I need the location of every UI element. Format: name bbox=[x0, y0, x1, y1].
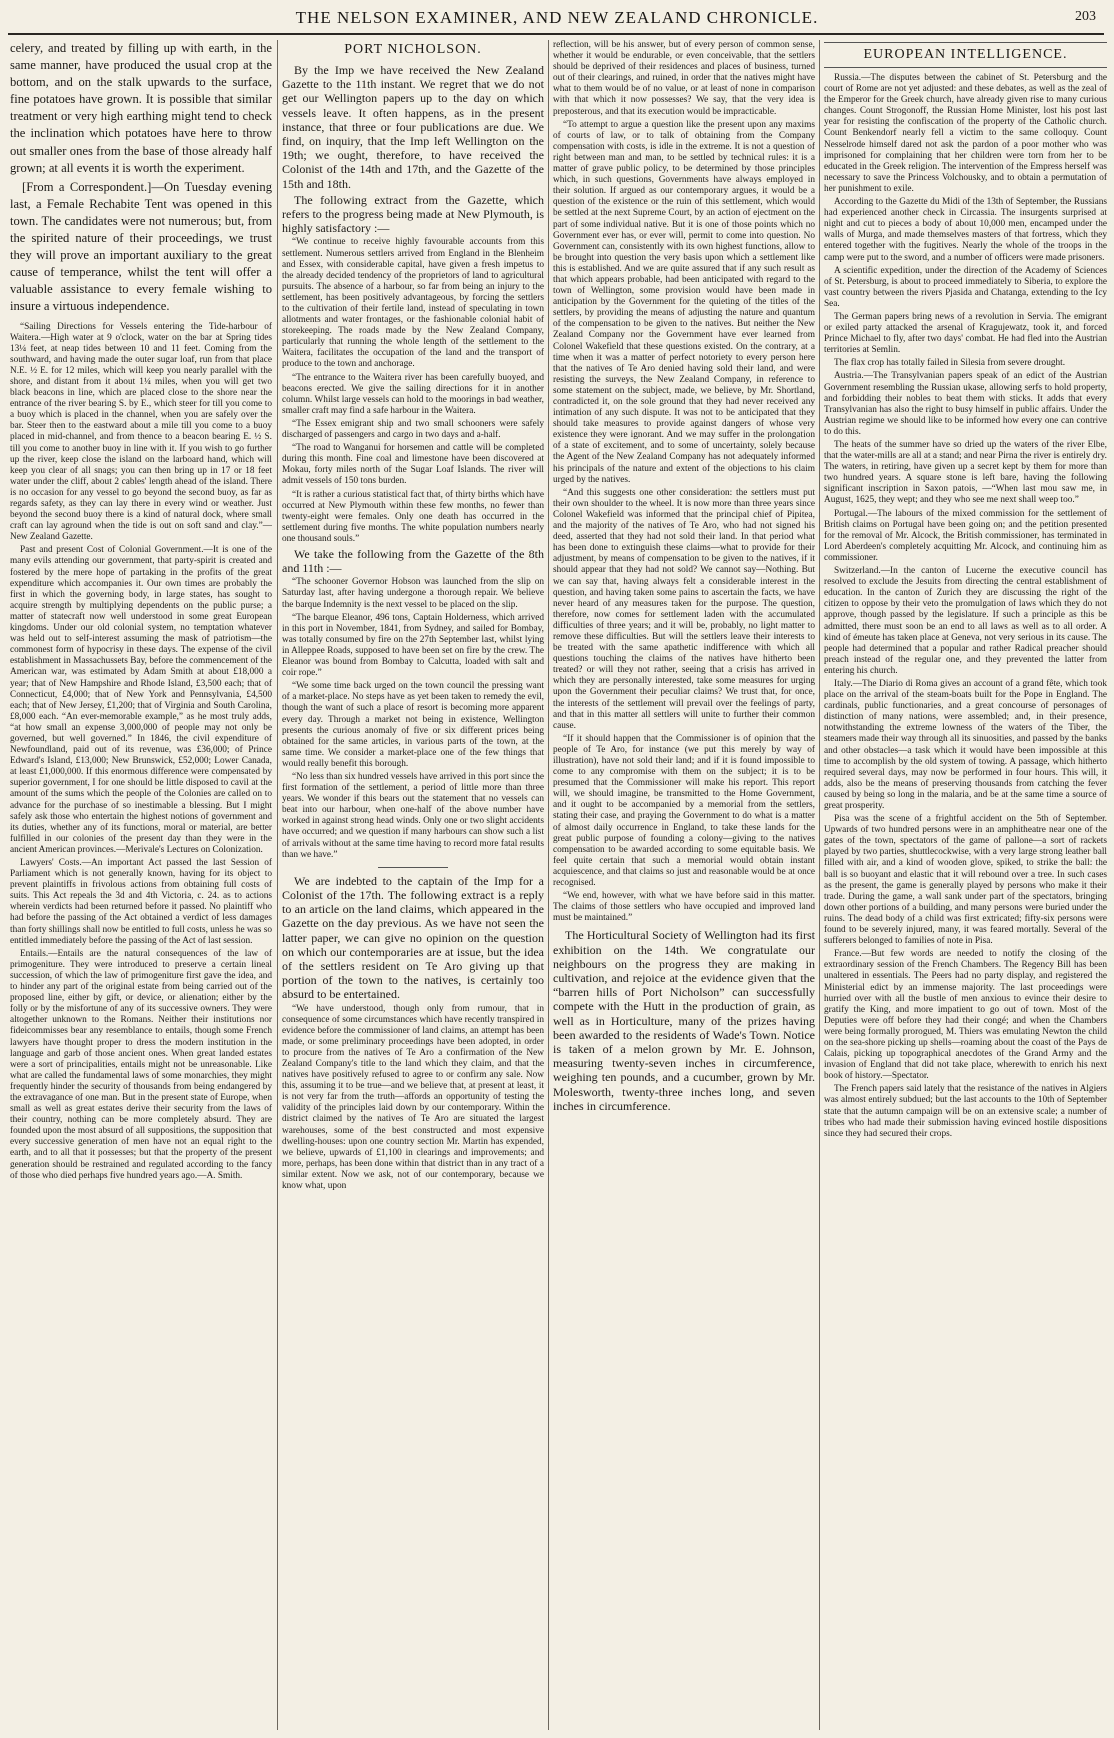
article-paragraph: “No less than six hundred vessels have arrived in this port since the first formation of the settlement, a period of little more than three years. We wonder if this bears out the statement that no vessels can beat into our harbour, when one-half of the above number have worked in against strong head winds. Only one or two slight accidents have occurred; and we question if many harbours can show such a list of arrivals without at the same time having to record more fatal results than we have.” bbox=[282, 771, 544, 860]
section-divider bbox=[378, 867, 448, 868]
article-paragraph: “We some time back urged on the town council the pressing want of a market-place. No steps have as yet been taken to remedy the evil, though the want of such a place of resort is becoming more apparent every day. Through a market not being in existence, Wellington presents the curious anomaly of five or six different prices being obtained for the same articles, in various parts of the town, at the same time. We consider a market-place one of the few things that would really benefit this borough. bbox=[282, 681, 544, 769]
article-paragraph: “The road to Wanganui for horsemen and cattle will be completed during this month. Fine coal and limestone have been discovered at Mokau, forty miles north of the Sugar Loaf Islands. The river will admit vessels of 150 tons burden. bbox=[282, 443, 544, 487]
article-paragraph: We are indebted to the captain of the Imp for a Colonist of the 17th. The following extract is a reply to an article on the land claims, which appeared in the Gazette on the day previous. As we have not seen the latter paper, we can give no opinion on the question on which our contemporaries are at issue, but the idea of the settlers resident on Te Aro giving up that portion of the town to the natives, is certainly too absurd to be entertained. bbox=[282, 873, 544, 1002]
article-paragraph: The Horticultural Society of Wellington had its first exhibition on the 14th. We congratulate our neighbours on the progress they are making in cultivation, and rejoice at the evidence given that the “barren hills of Port Nicholson” can successfully compete with the Hutt in the production of grain, as well as in Horticulture, many of the prizes having been awarded to the residents of Wade's Town. Notice is taken of a melon grown by Mr. E. Johnson, measuring twenty-seven inches in circumference, weighing ten pounds, and a cucumber, grown by Mr. Molesworth, twenty-three inches long, and seven inches in circumference. bbox=[553, 928, 815, 1113]
article-paragraph: “It is rather a curious statistical fact that, of thirty births which have occurred at New Plymouth within these few months, no fewer than twenty-eight were females. Only one death has occurred in the settlement during five months. The white population numbers nearly one thousand souls.” bbox=[282, 489, 544, 544]
column-rule bbox=[819, 40, 820, 1730]
article-paragraph: We take the following from the Gazette of the 8th and 11th :— bbox=[282, 546, 544, 576]
section-title: EUROPEAN INTELLIGENCE. bbox=[824, 42, 1107, 68]
article-paragraph: “We have understood, though only from rumour, that in consequence of some circumstances which have recently transpired in evidence before the commissioner of land claims, an attempt has been made, or some preliminary proceedings have been adopted, in order to procure from the natives of Te Aro a confirmation of the New Zealand Company's title to the land which they claim, and that the natives have positively refused to agree to or confirm any sale. Now this, assuming it to be true—and we believe that, at present at least, it is not very far from the truth—affords an opportunity of testing the validity of the principles laid down by our contemporary. Within the district claimed by the natives of Te Aro are situated the largest warehouses, some of the best constructed and most expensive dwelling-houses: upon one country section Mr. Martin has expended, we believe, upwards of £1,100 in clearings and improvements; and more, perhaps, has been done within that district than in any tract of a similar extent. Now we ask, not of our contemporary, because we know what, upon bbox=[282, 1003, 544, 1192]
newspaper-title: THE NELSON EXAMINER, AND NEW ZEALAND CHRONICLE. bbox=[295, 8, 819, 27]
article-paragraph: By the Imp we have received the New Zealand Gazette to the 11th instant. We regret that we do not get our Wellington papers up to the day on which vessels leave. It often happens, as in the present instance, that three or four publications are due. We find, on inquiry, that the Imp left Wellington on the 19th; we ought, therefore, to have received the Colonist of the 14th and 17th, and the Gazette of the 15th and 18th. bbox=[282, 63, 544, 191]
article-paragraph: “If it should happen that the Commissioner is of opinion that the people of Te Aro, for instance (we put this merely by way of illustration), have not sold their land; and if it is found impossible to come to any compromise with them on the subject; it is to be presumed that the Commissioner will make his report. This report will, we should imagine, be transmitted to the Home Government, and it ought to be accompanied by a memorial from the settlers, stating their case, and praying the Government to do what is a matter of almost daily occurrence in England, to take these lands for the great public purpose of founding a colony—giving to the natives compensation to be awarded according to some equitable basis. We feel quite certain that such a memorial would obtain instant acquiescence, and that claims so just and reasonable would be at once recognised. bbox=[553, 733, 815, 889]
column-2 bbox=[282, 40, 544, 1730]
section-title: PORT NICHOLSON. bbox=[344, 42, 482, 57]
column-4 bbox=[824, 40, 1107, 1730]
article-paragraph: “And this suggests one other consideration: the settlers must put their own shoulder to the wheel. It is now more than three years since Colonel Wakefield was informed that the principal chief of Pipitea, and the majority of the natives of Te Aro, who had not signed his deed, asserted that they had not sold their land. In that period what has been done to extinguish these claims—what to provide for their adjustment, by means of compensation to be given to the natives, if it should appear that they had not sold? We cannot say—Nothing. But we can say that, having always felt a considerable interest in the question, and having taken some pains to ascertain the facts, we have never heard of any measures taken for the purpose. The question, therefore, now comes for settlement laden with the accumulated difficulties of three years; and it will be, probably, no light matter to remove these difficulties. But will the settlers leave their interests to be treated with the same apathetic indifference with which all questions touching the claims of the natives have hitherto been treated? or will they not rather, seeing that a crisis has arrived in which they are personally interested, take some measures for urging upon the Government their peculiar claims? We trust that, for once, the interests of the settlement will prevail over the feelings of party, and that in this matter all settlers will unite to further their common cause. bbox=[553, 487, 815, 731]
article-paragraph: The following extract from the Gazette, which refers to the progress being made at New Plymouth, is highly satisfactory :— bbox=[282, 192, 544, 236]
column-rule bbox=[277, 40, 278, 1730]
article-paragraph: “The Essex emigrant ship and two small schooners were safely discharged of passengers and cargo in two days and a-half. bbox=[282, 418, 544, 441]
page-number: 203 bbox=[1075, 9, 1096, 24]
article-paragraph: Switzerland.—In the canton of Lucerne the executive council has resolved to exclude the Jesuits from directing the central establishment of education. In the canton of Zurich they are discussing the right of the citizen to oppose by their veto the promulgation of laws which they do not approve, though passed by the legislature. If such a principle as this be admitted, there must soon be an end to all laws as well as to all order. A kind of émeute has taken place at Geneva, not very serious in its cause. The people had determined that a popular and rather Radical preacher should preach instead of the regular one, and they prevented the latter from entering his church. bbox=[824, 566, 1107, 676]
article-paragraph: Entails.—Entails are the natural consequences of the law of primogeniture. They were introduced to preserve a certain lineal succession, of which the law of primogeniture first gave the idea, and to hinder any part of the original estate from being carried out of the proposed line, either by gift, or device, or alienation; either by the folly or by the misfortune of any of its successive owners. They were altogether unknown to the Romans. Neither their institutions nor fideicommisses bear any resemblance to entails, though some French lawyers have thought proper to dress the modern institution in the language and garb of those ancient ones. When great landed estates were a sort of principalities, entails might not be unreasonable. Like what are called the fundamental laws of some monarchies, they might frequently hinder the security of thousands from being endangered by the extravagance of one man. But in the present state of Europe, when small as well as great estates derive their security from the laws of their country, nothing can be more completely absurd. They are founded upon the most absurd of all suppositions, the supposition that every successive generation of men have not an equal right to the earth, and to all that it possesses; but that the property of the present generation should be restrained and regulated according to the fancy of those who died perhaps five hundred years ago.—A. Smith. bbox=[10, 948, 272, 1181]
article-paragraph: Pisa was the scene of a frightful accident on the 5th of September. Upwards of two hundred persons were in an amphitheatre near one of the gates of the town, spectators of the game of pallone—a sort of rackets played by two parties, shuttlecockwise, with a very large strong leather ball filled with air, and a kind of wooden glove, spiked, to strike the ball: the ball is so buoyant and elastic that it will rebound over a tree. In such cases as the present, the game is generally played by persons who make it their trade. During the game, a wall sank under part of the spectators, bringing down other portions of a building, and many persons were buried under the ruins. The dead body of a child was first extricated; fifty-six persons were found to be severely injured, many, it was feared mortally. Several of the sufferers belonged to families of note in Pisa. bbox=[824, 814, 1107, 947]
article-paragraph: Austria.—The Transylvanian papers speak of an edict of the Austrian Government resembling the Russian ukase, allowing serfs to hold property, and forbidding their nobles to beat them with sticks. It adds that every Transylvanian has also the right to busy himself in public affairs. Under the Austrian regime we should like to be informed how every one can contrive to do this. bbox=[824, 371, 1107, 437]
article-paragraph: “To attempt to argue a question like the present upon any maxims of courts of law, or to talk of obtaining from the Company compensation with costs, is idle in the extreme. It is not a question of right between man and man, to be settled by technical rules: it is a matter of grave public policy, to be determined by those principles which, in such questions, Governments have always employed in their solution. If argued as our contemporary argues, it would be a question of the existence or the ruin of this settlement, which would be settled at the next Supreme Court, by an action of ejectment on the part of some individual native. But it is one of those points which no Government ever has, or ever will, permit to come into question. No Government can, consistently with its own highest functions, allow to be brought into question the very basis upon which a settlement like this is established. And we are quite assured that if any such result as that which appears probable, had been anticipated with regard to the town of Wellington, some provision would have been made in anticipation by the Government for the quieting of the titles of the settlers, by providing the means of adjusting the nature and quantum of the compensation to be given to the natives. But neither the New Zealand Company nor the Government have ever learned from Colonel Wakefield that these questions existed. On the contrary, at a time when it was a matter of perfect notoriety to every person here that the natives of Te Aro denied having sold their land, and were resisting the surveys, the New Zealand Company, in reference to some statement on the subject, made, we believe, by Mr. Shortland, contradicted it, on the sole ground that they had never received any intimation of any such dispute. It was not to be anticipated that they should take measures to provide against dangers of whose very existence they were ignorant. And we may suffer in the prolongation of a state of excitement, and to some of uncertainty, solely because the Agent of the New Zealand Company has not adequately informed his principals of the nature and extent of the objections to his claim urged by the natives. bbox=[553, 119, 815, 485]
article-paragraph: [From a Correspondent.]—On Tuesday evening last, a Female Rechabite Tent was opened in this town. The candidates were not numerous; but, from the spirited nature of their proceedings, we trust they will prove an important auxiliary to the great cause of temperance, whilst the tent will offer a valuable assistance to every female wishing to insure a virtuous independence. bbox=[10, 179, 272, 314]
article-paragraph: A scientific expedition, under the direction of the Academy of Sciences of St. Petersburg, is about to proceed immediately to Siberia, to explore the vast country between the rivers Pjasida and Chatanga, extending to the Icy Sea. bbox=[824, 265, 1107, 309]
article-paragraph: “We continue to receive highly favourable accounts from this settlement. Numerous settlers arrived from England in the Blenheim and Essex, with considerable capital, have given a fresh impetus to the already decided tendency of the proprietors of land to agricultural pursuits. The absence of a harbour, so far from being an injury to the settlement, has been positively advantageous, by forcing the settlers to the cultivation of their fertile land, instead of speculating in town allotments and water frontages, or the fashionable colonial habit of storekeeping. The roads made by the New Zealand Company, particularly that running the whole length of the settlement to the Waitera, facilitates the occupation of the land and the transport of produce to the town and anchorage. bbox=[282, 237, 544, 370]
article-paragraph: Russia.—The disputes between the cabinet of St. Petersburg and the court of Rome are not yet adjusted: and these debates, as well as the zeal of the Emperor for the Greek church, have already given rise to many curious changes. Count Strogonoff, the Russian Home Minister, lost his post last year for resisting the confiscation of the property of the Catholic church. Count Benkendorf nearly fell a victim to the same colloquy. Count Nesselrode himself dared not ask the pardon of a poor mother who was imprisoned for complaining that her children were torn from her to be educated in the Greek religion. The intervention of the Empress herself was necessary to save the Princess Volchousky, and to obtain a permutation of her punishment to exile. bbox=[824, 73, 1107, 194]
page-header bbox=[0, 0, 1114, 34]
article-paragraph: “The barque Eleanor, 496 tons, Captain Holderness, which arrived in this port in November, 1841, from Sydney, and sailed for Bombay, was totally consumed by fire on the 27th September last, whilst lying in Alleppee Roads, supposed to have been set on fire by the crew. The Eleanor was bound from Bombay to Calcutta, loaded with salt and coir rope.” bbox=[282, 612, 544, 679]
article-paragraph: Past and present Cost of Colonial Government.—It is one of the many evils attending our government, that party-spirit is created and fostered by the mere hope of partaking in the profits of the great expenditure which accompanies it. Our own times are probably the first in which the governing body, in large states, has sought to acquire strength by multiplying dependents on the public purse; a matter of statecraft now well understood in some great European kingdoms. Under our old colonial system, no temptation whatever was held out to self-interest assuming the mask of patriotism—the commonest form of hypocrisy in these days. The expense of the civil establishment in Massachussets Bay, before the commencement of the American war, was estimated by Adam Smith at about £18,000 a year; that of New Hampshire and Rhode Island, £3,500 each; that of Connecticut, £4,000; that of New York and Pennsylvania, £4,500 each; that of New Jersey, £1,200; that of Virginia and South Carolina, £8,000 each. “An ever-memorable example,” as he most truly adds, “at how small an expense 3,000,000 of people may not only be governed, but well governed.” In 1846, the civil expenditure of Newfoundland, paid out of its revenue, was £36,000; of Prince Edward's Island, £13,000; New Brunswick, £52,000; Lower Canada, at least £1,000,000. If this enormous difference were compensated by superior government, I for one should be little disposed to cavil at the amount of the sums which the people of the Colonies are called on to advance for the purchase of so inestimable a blessing. But I might safely ask those who entertain the highest notions of government and its duties, whether any of its functions, moral or material, are better fulfilled in our colonies of the present day than they were in the ancient American provinces.—Merivale's Lectures on Colonization. bbox=[10, 545, 272, 855]
article-paragraph: According to the Gazette du Midi of the 13th of September, the Russians had experienced another check in Circassia. The insurgents surprised at night and cut to pieces a body of about 10,000 men, encamped under the walls of Murga, and made themselves masters of that fortress, which they entered together with the fugitives. Nearly the whole of the troops in the camp were put to the sword, and a number of officers were made prisoners. bbox=[824, 197, 1107, 263]
article-paragraph: The flax crop has totally failed in Silesia from severe drought. bbox=[834, 358, 1066, 369]
article-paragraph: Lawyers' Costs.—An important Act passed the last Session of Parliament which is not generally known, having for its object to prevent plaintiffs in frivolous actions from obtaining full costs of suits. This Act repeals the 3d and 4th Victoria, c. 24. as to actions wherein verdicts had been returned before it passed. No plaintiff who had before the passing of the Act obtained a verdict of less damages than forty shillings shall now be entitled to full costs, unless he was so entitled immediately before the passing of the Act of last session. bbox=[10, 858, 272, 946]
article-paragraph: “Sailing Directions for Vessels entering the Tide-harbour of Waitera.—High water at 9 o'clock, water on the bar at Spring tides 13¼ feet, at neap tides between 10 and 11 feet. Coming from the southward, and having made the outer sugar loaf, run from that place N.E. ½ E. for 12 miles, which will keep you nearly parallel with the shore, and distant from it about 1¼ miles, when you will get two black beacons in line, which are placed close to the shore near the entrance of the river bearing S. by E., which steer for till you come to a buoy which is placed in the channel, when you are safely over the bar. Steer then to the eastward about a mile till you come to a buoy placed in mid-channel, and from thence to a beacon bearing E. ½ S. till you come to another buoy in line with it. If you wish to go further up the river, keep close the island on the larboard hand, which will keep you clear of all snags; you can then bring up in 17 or 18 feet water under the cliff, about 2 cables' length ahead of the island. There is no occasion for any vessel to go beyond the second buoy, as far as regards safety, as they can lay there in every wind or weather. Just beyond the second buoy there is a kind of natural dock, where small craft can lay aground when the tide is out on soft sand and clay.”—New Zealand Gazette. bbox=[10, 321, 272, 543]
article-paragraph: The French papers said lately that the resistance of the natives in Algiers was almost entirely subdued; but the last accounts to the 10th of September state that the autumn campaign will be on an extensive scale; a number of tribes who had made their submission having evinced hostile dispositions since they had secured their crops. bbox=[824, 1084, 1107, 1139]
header-rule bbox=[8, 33, 1104, 35]
article-paragraph: “The schooner Governor Hobson was launched from the slip on Saturday last, after having undergone a thorough repair. We believe the barque Indemnity is the next vessel to be placed on the slip. bbox=[282, 577, 544, 610]
article-paragraph: France.—But few words are needed to notify the closing of the extraordinary session of the French Chambers. The Regency Bill has been unaltered in essentials. The Peers had no party display, and registered the Ministerial edict by an immense majority. The last proceedings were hurried over with all the bustle of men anxious to evince their desire to gratify the King, and more impatient to go out of town. Most of the Deputies were off before they had their congé; and when the Chambers were being formally prorogued, M. Thiers was emulating Newton the child on the sea-shore picking up shells—roaming about the coast of the Pays de Calais, picking up topographical anecdotes of the Grand Army and the invasion of England that did not take place, wherewith to enrich his next book of history.—Spectator. bbox=[824, 949, 1107, 1082]
article-paragraph: celery, and treated by filling up with earth, in the same manner, have produced the usual crop at the bottom, and on the stalk upwards to the surface, fine potatoes have grown. It is possible that similar treatment or very high earthing might tend to check the inclination which potatoes have here to throw out smaller ones from the base of those already half grown; at all events it is worth the experiment. bbox=[10, 41, 272, 175]
article-paragraph: “The entrance to the Waitera river has been carefully buoyed, and beacons erected. We give the sailing directions for it in another column. Whilst large vessels can hold to the moorings in bad weather, smaller craft may find a safe harbour in the Waitera. bbox=[282, 372, 544, 416]
column-1 bbox=[10, 40, 272, 1730]
article-paragraph: The German papers bring news of a revolution in Servia. The emigrant or exiled party attacked the arsenal of Kragujewatz, took it, and forced Prince Michael to fly, after two days' combat. He had fled into the Austrian territories at Semlin. bbox=[824, 311, 1107, 356]
article-paragraph: reflection, will be his answer, but of every person of common sense, whether it would be endurable, or even conceivable, that the settlers should be deprived of their residences and places of business, turned out of their clearings, and ruined, in order that the natives might have what to them would be of no value, or at least of none in comparison with that which it now possesses? We say, that the very idea is preposterous, and that its execution would be impracticable. bbox=[553, 40, 815, 117]
article-paragraph: The heats of the summer have so dried up the waters of the river Elbe, that the water-mills are all at a stand; and near Pirna the river is entirely dry. The waters, in retiring, have given up a secret kept by them for more than two hundred years. A square stone is left bare, having the following significant inscription in Saxon patois, —“When last mou saw me, in August, 1625, they wept; and they who see me next shall weep too.” bbox=[824, 440, 1107, 506]
column-rule bbox=[548, 40, 549, 1730]
article-paragraph: Italy.—The Diario di Roma gives an account of a grand fête, which took place on the arrival of the steam-boats built for the Pope in England. The cardinals, public functionaries, and a great concourse of personages of distinction of many nations, were assembled; and, in their presence, notwithstanding the extreme lowness of the waters of the Tiber, the steamers made their way through all its sinuosities, and passed by the banks and other obstacles—a task which it would have been impossible at this time to accomplish by the old system of towing. A passage, which hitherto required several days, may now be performed in four hours. This will, it adds, also be the means of preserving thousands from catching the fever caused by being so long in the malaria, and be at the same time a source of great prosperity. bbox=[824, 678, 1107, 811]
article-paragraph: “We end, however, with what we have before said in this matter. The claims of those settlers who have occupied and improved land must be maintained.” bbox=[553, 891, 815, 924]
article-paragraph: Portugal.—The labours of the mixed commission for the settlement of British claims on Portugal have been going on; and the petition presented for the removal of Mr. Alcock, the British commissioner, has terminated in Lord Aberdeen's completely acquitting Mr. Alcock, and continuing him as commissioner. bbox=[824, 508, 1107, 563]
column-3 bbox=[553, 40, 815, 1730]
